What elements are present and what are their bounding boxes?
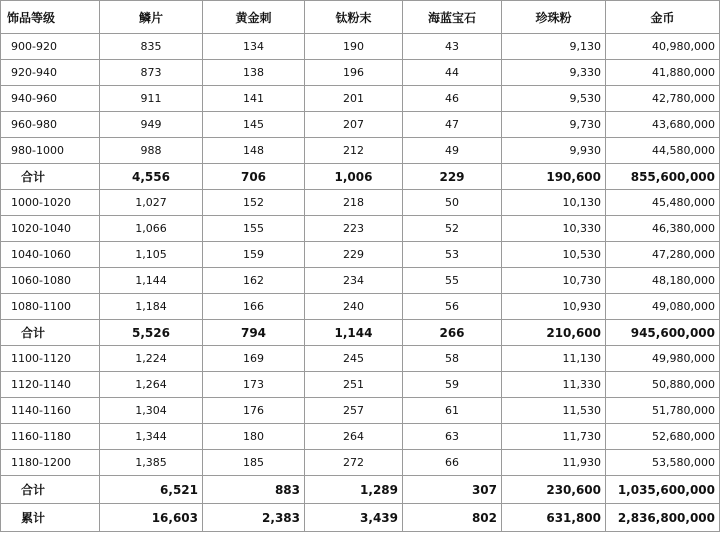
cell-aquamarine: 46 [403,86,502,112]
cell-golden-thorn: 148 [203,138,305,164]
cell-aquamarine: 47 [403,112,502,138]
table-row [1,424,720,450]
cell-tier: 1100-1120 [1,346,100,372]
cell-golden-thorn: 185 [203,450,305,476]
cell-gold-coins: 46,380,000 [606,216,720,242]
table-row [1,216,720,242]
cell-titanium-powder: 229 [305,242,403,268]
cell-titanium-powder: 264 [305,424,403,450]
cell-gold-coins: 51,780,000 [606,398,720,424]
cell-titanium-powder: 234 [305,268,403,294]
cell-aquamarine: 58 [403,346,502,372]
cell-tier: 920-940 [1,60,100,86]
cell-gold-coins: 2,836,800,000 [606,504,720,532]
cell-titanium-powder: 257 [305,398,403,424]
cell-scales: 911 [100,86,203,112]
subtotal-row [1,320,720,346]
cell-titanium-powder: 1,289 [305,476,403,504]
header-golden-thorn: 黄金刺 [203,1,305,34]
cell-gold-coins: 945,600,000 [606,320,720,346]
table-row [1,346,720,372]
cell-aquamarine: 802 [403,504,502,532]
cell-tier: 1020-1040 [1,216,100,242]
cell-pearl-powder: 10,330 [502,216,606,242]
cell-gold-coins: 44,580,000 [606,138,720,164]
cell-golden-thorn: 180 [203,424,305,450]
subtotal-row [1,164,720,190]
cell-scales: 4,556 [100,164,203,190]
cell-scales: 1,066 [100,216,203,242]
cell-tier: 1140-1160 [1,398,100,424]
table-row [1,242,720,268]
table-row [1,294,720,320]
cell-golden-thorn: 141 [203,86,305,112]
cell-gold-coins: 40,980,000 [606,34,720,60]
cell-titanium-powder: 245 [305,346,403,372]
cell-scales: 1,184 [100,294,203,320]
cell-golden-thorn: 706 [203,164,305,190]
cell-tier: 1160-1180 [1,424,100,450]
cell-gold-coins: 41,880,000 [606,60,720,86]
cell-pearl-powder: 9,730 [502,112,606,138]
cell-pearl-powder: 190,600 [502,164,606,190]
cell-gold-coins: 53,580,000 [606,450,720,476]
cell-scales: 988 [100,138,203,164]
cell-aquamarine: 56 [403,294,502,320]
cell-tier: 合计 [1,320,100,346]
cell-pearl-powder: 11,730 [502,424,606,450]
cell-tier: 合计 [1,164,100,190]
table-body [1,34,720,532]
cell-gold-coins: 52,680,000 [606,424,720,450]
cell-pearl-powder: 210,600 [502,320,606,346]
table-row [1,138,720,164]
cell-gold-coins: 43,680,000 [606,112,720,138]
cell-titanium-powder: 196 [305,60,403,86]
cell-pearl-powder: 230,600 [502,476,606,504]
cell-scales: 1,264 [100,372,203,398]
header-titanium-powder: 钛粉末 [305,1,403,34]
cell-pearl-powder: 10,530 [502,242,606,268]
cell-tier: 900-920 [1,34,100,60]
cell-golden-thorn: 169 [203,346,305,372]
cell-aquamarine: 229 [403,164,502,190]
cell-golden-thorn: 794 [203,320,305,346]
cell-scales: 1,304 [100,398,203,424]
cell-gold-coins: 855,600,000 [606,164,720,190]
cell-titanium-powder: 3,439 [305,504,403,532]
cell-pearl-powder: 10,130 [502,190,606,216]
cell-aquamarine: 52 [403,216,502,242]
header-gold-coins: 金币 [606,1,720,34]
grand-total-row [1,504,720,532]
table-row [1,112,720,138]
cell-aquamarine: 55 [403,268,502,294]
cell-pearl-powder: 9,930 [502,138,606,164]
cell-scales: 1,224 [100,346,203,372]
cell-tier: 980-1000 [1,138,100,164]
cell-gold-coins: 42,780,000 [606,86,720,112]
cell-pearl-powder: 10,930 [502,294,606,320]
cell-tier: 累计 [1,504,100,532]
cell-aquamarine: 43 [403,34,502,60]
cell-scales: 1,385 [100,450,203,476]
cell-tier: 1080-1100 [1,294,100,320]
cell-tier: 1000-1020 [1,190,100,216]
cell-gold-coins: 50,880,000 [606,372,720,398]
cell-titanium-powder: 212 [305,138,403,164]
cell-tier: 1180-1200 [1,450,100,476]
cell-titanium-powder: 190 [305,34,403,60]
cell-pearl-powder: 11,530 [502,398,606,424]
cell-titanium-powder: 1,144 [305,320,403,346]
cell-gold-coins: 47,280,000 [606,242,720,268]
cell-titanium-powder: 207 [305,112,403,138]
subtotal-row [1,476,720,504]
header-tier: 饰品等级 [1,1,100,34]
header-scales: 鳞片 [100,1,203,34]
cell-tier: 940-960 [1,86,100,112]
cell-golden-thorn: 138 [203,60,305,86]
cell-gold-coins: 1,035,600,000 [606,476,720,504]
cell-aquamarine: 44 [403,60,502,86]
cell-titanium-powder: 223 [305,216,403,242]
cell-tier: 1060-1080 [1,268,100,294]
cell-gold-coins: 49,980,000 [606,346,720,372]
cell-golden-thorn: 166 [203,294,305,320]
cell-aquamarine: 307 [403,476,502,504]
cell-titanium-powder: 1,006 [305,164,403,190]
cell-titanium-powder: 251 [305,372,403,398]
cell-aquamarine: 59 [403,372,502,398]
cell-gold-coins: 45,480,000 [606,190,720,216]
table-row [1,372,720,398]
header-row [1,1,720,34]
table-row [1,60,720,86]
table-row [1,268,720,294]
cell-tier: 960-980 [1,112,100,138]
cell-scales: 873 [100,60,203,86]
cell-pearl-powder: 10,730 [502,268,606,294]
cell-golden-thorn: 159 [203,242,305,268]
cell-pearl-powder: 631,800 [502,504,606,532]
cell-golden-thorn: 176 [203,398,305,424]
cell-scales: 835 [100,34,203,60]
cell-golden-thorn: 173 [203,372,305,398]
cell-scales: 949 [100,112,203,138]
cell-pearl-powder: 11,930 [502,450,606,476]
cell-scales: 16,603 [100,504,203,532]
cell-aquamarine: 266 [403,320,502,346]
cell-golden-thorn: 152 [203,190,305,216]
table-row [1,86,720,112]
header-pearl-powder: 珍珠粉 [502,1,606,34]
cell-titanium-powder: 218 [305,190,403,216]
cell-gold-coins: 48,180,000 [606,268,720,294]
cell-scales: 1,144 [100,268,203,294]
cell-aquamarine: 53 [403,242,502,268]
cell-golden-thorn: 145 [203,112,305,138]
cell-golden-thorn: 162 [203,268,305,294]
table-row [1,450,720,476]
table-row [1,398,720,424]
cell-aquamarine: 50 [403,190,502,216]
header-aquamarine: 海蓝宝石 [403,1,502,34]
cell-tier: 合计 [1,476,100,504]
cell-pearl-powder: 9,330 [502,60,606,86]
cell-titanium-powder: 272 [305,450,403,476]
cell-tier: 1120-1140 [1,372,100,398]
cell-scales: 1,344 [100,424,203,450]
cell-golden-thorn: 134 [203,34,305,60]
cell-gold-coins: 49,080,000 [606,294,720,320]
cell-pearl-powder: 11,130 [502,346,606,372]
cell-titanium-powder: 201 [305,86,403,112]
cell-aquamarine: 63 [403,424,502,450]
cell-pearl-powder: 11,330 [502,372,606,398]
table-row [1,34,720,60]
cell-golden-thorn: 883 [203,476,305,504]
cell-scales: 1,027 [100,190,203,216]
cell-pearl-powder: 9,530 [502,86,606,112]
cell-scales: 5,526 [100,320,203,346]
cell-aquamarine: 49 [403,138,502,164]
cell-titanium-powder: 240 [305,294,403,320]
cell-aquamarine: 61 [403,398,502,424]
cell-aquamarine: 66 [403,450,502,476]
cell-golden-thorn: 2,383 [203,504,305,532]
cell-scales: 6,521 [100,476,203,504]
cell-tier: 1040-1060 [1,242,100,268]
cell-pearl-powder: 9,130 [502,34,606,60]
table-row [1,190,720,216]
cell-golden-thorn: 155 [203,216,305,242]
cell-scales: 1,105 [100,242,203,268]
